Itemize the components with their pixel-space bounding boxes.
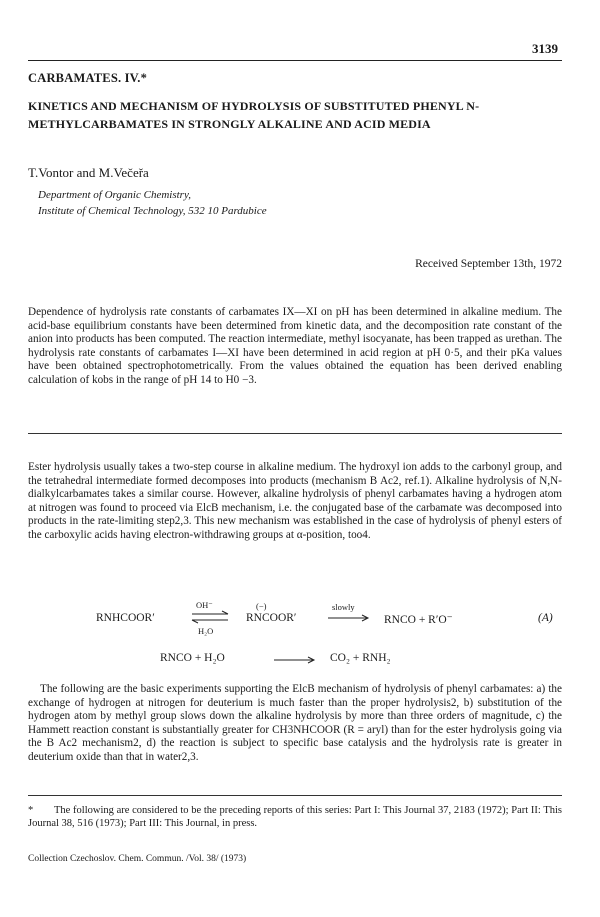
scheme-label: (A) bbox=[538, 612, 553, 624]
received-date: Received September 13th, 1972 bbox=[415, 258, 562, 270]
scheme-products: RNCO + R′O⁻ bbox=[384, 614, 453, 626]
affiliation-line-1: Department of Organic Chemistry, bbox=[38, 189, 191, 201]
article-title: KINETICS AND MECHANISM OF HYDROLYSIS OF SUBSTITUTED PHENYL N-METHYLCARBAMATES IN STRONGLY ALKALINE AND ACID MEDIA bbox=[28, 99, 480, 131]
abstract-rule bbox=[28, 433, 562, 434]
body-paragraph-1: Ester hydrolysis usually takes a two-step course in alkaline medium. The hydroxyl ion adds to the carbonyl group, and the tetrahedral intermediate formed decomposes into products (mechanism B Ac2, ref.1). Alkaline hydrolysis of N,N-dialkylcarbamates takes a similar course. However, alkaline hydrolysis of phenyl carbamates having a hydrogen atom at nitrogen was found to proceed via ElcB mechanism, i.e. the conjugated base of the carbamate was decomposed into products in the rate-limiting step2,3. This new mechanism was established in the case of hydrolysis of phenyl esters of the carboxylic acids having electron-withdrawing groups at α-position, too4. bbox=[28, 461, 562, 541]
reaction-arrow-icon bbox=[272, 656, 316, 664]
page-number: 3139 bbox=[532, 41, 558, 56]
scheme-catalyst-bottom: H₂O bbox=[198, 626, 214, 636]
equilibrium-arrow-icon bbox=[190, 610, 230, 624]
reaction-scheme-2 bbox=[0, 648, 600, 672]
series-title: CARBAMATES. IV.* bbox=[28, 71, 148, 85]
scheme-anion: RNCOOR′ bbox=[246, 612, 297, 624]
scheme2-left: RNCO + H₂O bbox=[160, 652, 225, 664]
journal-footer: Collection Czechoslov. Chem. Commun. /Vol. 38/ (1973) bbox=[28, 854, 247, 864]
scheme-anion-charge: (−) bbox=[256, 601, 267, 611]
footnote-marker: * bbox=[28, 805, 34, 816]
scheme-step-label: slowly bbox=[332, 602, 355, 612]
affiliation-line-2: Institute of Chemical Technology, 532 10 Pardubice bbox=[38, 205, 267, 217]
body-paragraph-2: The following are the basic experiments supporting the ElcB mechanism of hydrolysis of phenyl carbamates: a) the exchange of hydrogen at nitrogen for deuterium is much faster than the proper hydrolysis2, b) substitution of the hydrogen atom by methyl group slows down the alkaline hydrolysis by more than three orders of magnitude, c) the Hammett reaction constant is substantially greater for CH3NHCOOR (R = aryl) than for the ester hydrolysis going via the B Ac2 mechanism2, d) the reaction is subject to specific base catalysis and the hydrolysis rate is greater in deuterium oxide than that in water2,3. bbox=[28, 683, 562, 763]
footnote-text: The following are considered to be the preceding reports of this series: Part I: This Journal 37, 2183 (1972); Part II: This Journal 38, 516 (1973); Part III: This Journal, in press. bbox=[28, 805, 562, 829]
scheme-catalyst-top: OH⁻ bbox=[196, 600, 213, 610]
affiliation bbox=[38, 187, 267, 219]
scheme2-right: CO₂ + RNH₂ bbox=[330, 652, 391, 664]
authors: T.Vontor and M.Večeřa bbox=[28, 165, 149, 180]
top-rule bbox=[28, 60, 562, 61]
abstract: Dependence of hydrolysis rate constants of carbamates IX—XI on pH has been determined in alkaline medium. The acid-base equilibrium constants have been determined from kinetic data, and the decomposition rate constant of the anion into products has been computed. The reaction intermediate, methyl isocyanate, has been trapped as urethan. The hydrolysis rate constants of carbamates I—XI have been determined in acid region at pH 0·5, and their pKa values have been obtained spectrophotometrically. From the values obtained the equation has been derived enabling calculation of kobs in the range of pH 14 to H0 −3. bbox=[28, 306, 562, 386]
reaction-arrow-icon bbox=[326, 614, 370, 622]
footnote-rule bbox=[28, 795, 562, 796]
reaction-scheme-a bbox=[0, 600, 600, 640]
footnote bbox=[28, 804, 562, 830]
scheme-reactant: RNHCOOR′ bbox=[96, 612, 155, 624]
